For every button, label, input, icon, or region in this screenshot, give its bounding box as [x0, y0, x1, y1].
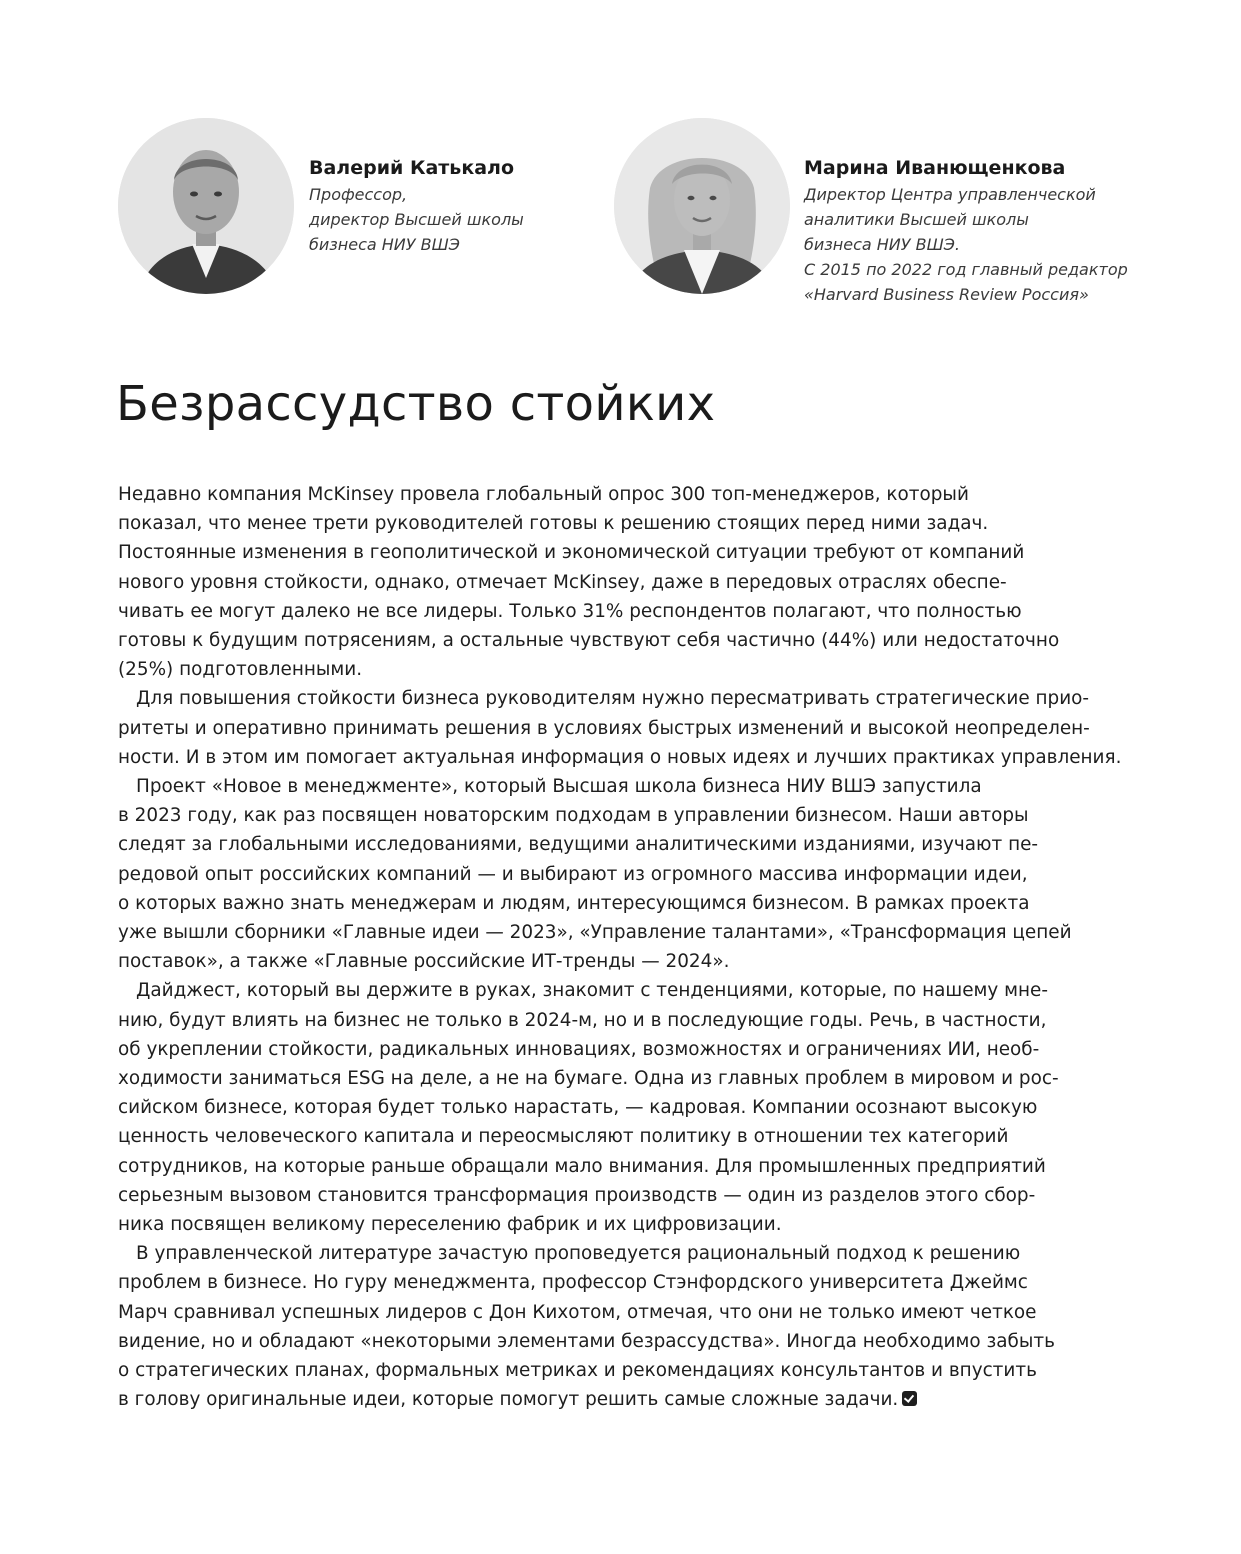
text-line: поставок», а также «Главные российские ИТ-тренды — 2024». — [118, 951, 730, 973]
text-line: ника посвящен великому переселению фабрик и их цифровизации. — [118, 1214, 782, 1236]
text-line: следят за глобальными исследованиями, ведущими аналитическими изданиями, изучают пе- — [118, 834, 1039, 856]
author-role-line: С 2015 по 2022 год главный редактор — [804, 260, 1128, 279]
text-line: проблем в бизнесе. Но гуру менеджмента, профессор Стэнфордского университета Джеймс — [118, 1272, 1028, 1294]
end-of-article-icon — [902, 1391, 917, 1406]
article-body — [118, 480, 1128, 1415]
author-role-line: Профессор, — [309, 185, 408, 204]
text-line: Постоянные изменения в геополитической и экономической ситуации требуют от компаний — [118, 542, 1025, 564]
author-card — [614, 118, 1128, 307]
text-line: Недавно компания McKinsey провела глобальный опрос 300 топ-менеджеров, который — [118, 484, 969, 505]
text-line: уже вышли сборники «Главные идеи — 2023», «Управление талантами», «Трансформация цепей — [118, 922, 1072, 944]
author-role-line: бизнеса НИУ ВШЭ — [309, 235, 460, 254]
page-title: Безрассудство стойких — [116, 376, 716, 432]
text-line: в 2023 году, как раз посвящен новаторским подходам в управлении бизнесом. Наши авторы — [118, 805, 1029, 827]
author-photo — [118, 118, 294, 294]
text-line: показал, что менее трети руководителей готовы к решению стоящих перед ними задач. — [118, 513, 989, 535]
paragraph — [118, 772, 1128, 976]
paragraph — [118, 1239, 1128, 1414]
text-line: серьезным вызовом становится трансформация производств — один из разделов этого сбор- — [118, 1184, 1036, 1206]
text-line: ценность человеческого капитала и переосмысляют политику в отношении тех категорий — [118, 1126, 1009, 1148]
text-line: (25%) подготовленными. — [118, 659, 363, 681]
text-line: нового уровня стойкости, однако, отмечает McKinsey, даже в передовых отраслях обеспе- — [118, 571, 1007, 593]
text-line: ритеты и оперативно принимать решения в условиях быстрых изменений и высокой неопределен- — [118, 717, 1090, 739]
author-name: Валерий Катькало — [309, 157, 515, 179]
paragraph — [118, 976, 1128, 1239]
text-line: ходимости заниматься ESG на деле, а не на бумаге. Одна из главных проблем в мировом и рос- — [118, 1068, 1059, 1090]
text-line: Дайджест, который вы держите в руках, знакомит с тенденциями, которые, по нашему мне- — [136, 980, 1048, 1002]
text-line: сийском бизнесе, которая будет только нарастать, — кадровая. Компании осознают высокую — [118, 1097, 1038, 1119]
author-role-line: директор Высшей школы — [309, 210, 524, 229]
author-bio — [309, 118, 524, 294]
paragraph — [118, 684, 1128, 772]
text-line: нию, будут влиять на бизнес не только в 2024-м, но и в последующие годы. Речь, в частности, — [118, 1009, 1047, 1031]
author-role-line: Директор Центра управленческой — [804, 185, 1096, 204]
text-line: Для повышения стойкости бизнеса руководителям нужно пересматривать стратегические прио- — [136, 688, 1090, 710]
text-line: видение, но и обладают «некоторыми элементами безрассудства». Иногда необходимо забыть — [118, 1330, 1055, 1352]
text-line: Марч сравнивал успешных лидеров с Дон Кихотом, отмечая, что они не только имеют четкое — [118, 1301, 1037, 1323]
text-line: редовой опыт российских компаний — и выбирают из огромного массива информации идеи, — [118, 863, 1028, 885]
author-bio — [804, 118, 1128, 307]
text-line-content: в голову оригинальные идеи, которые помогут решить самые сложные задачи. — [118, 1389, 899, 1411]
author-card — [118, 118, 524, 294]
text-line: чивать ее могут далеко не все лидеры. Только 31% респондентов полагают, что полностью — [118, 600, 1022, 622]
text-line: готовы к будущим потрясениям, а остальные чувствуют себя частично (44%) или недостаточно — [118, 630, 1060, 652]
author-role-line: аналитики Высшей школы — [804, 210, 1029, 229]
text-line: сотрудников, на которые раньше обращали мало внимания. Для промышленных предприятий — [118, 1155, 1046, 1177]
author-photo — [614, 118, 790, 294]
text-line: Проект «Новое в менеджменте», который Высшая школа бизнеса НИУ ВШЭ запустила — [136, 776, 982, 798]
text-line: об укреплении стойкости, радикальных инновациях, возможностях и ограничениях ИИ, необ- — [118, 1038, 1040, 1060]
author-role-line: бизнеса НИУ ВШЭ. — [804, 235, 960, 254]
text-line: ности. И в этом им помогает актуальная информация о новых идеях и лучших практиках управления. — [118, 746, 1122, 768]
text-line: о стратегических планах, формальных метриках и рекомендациях консультантов и впустить — [118, 1360, 1037, 1382]
author-role-line: «Harvard Business Review Россия» — [804, 285, 1089, 304]
text-line — [118, 1385, 1128, 1414]
text-line: о которых важно знать менеджерам и людям, интересующимся бизнесом. В рамках проекта — [118, 892, 1030, 914]
text-line: В управленческой литературе зачастую проповедуется рациональный подход к решению — [136, 1243, 1021, 1265]
author-name: Марина Иванющенкова — [804, 157, 1066, 179]
paragraph — [118, 480, 1128, 684]
